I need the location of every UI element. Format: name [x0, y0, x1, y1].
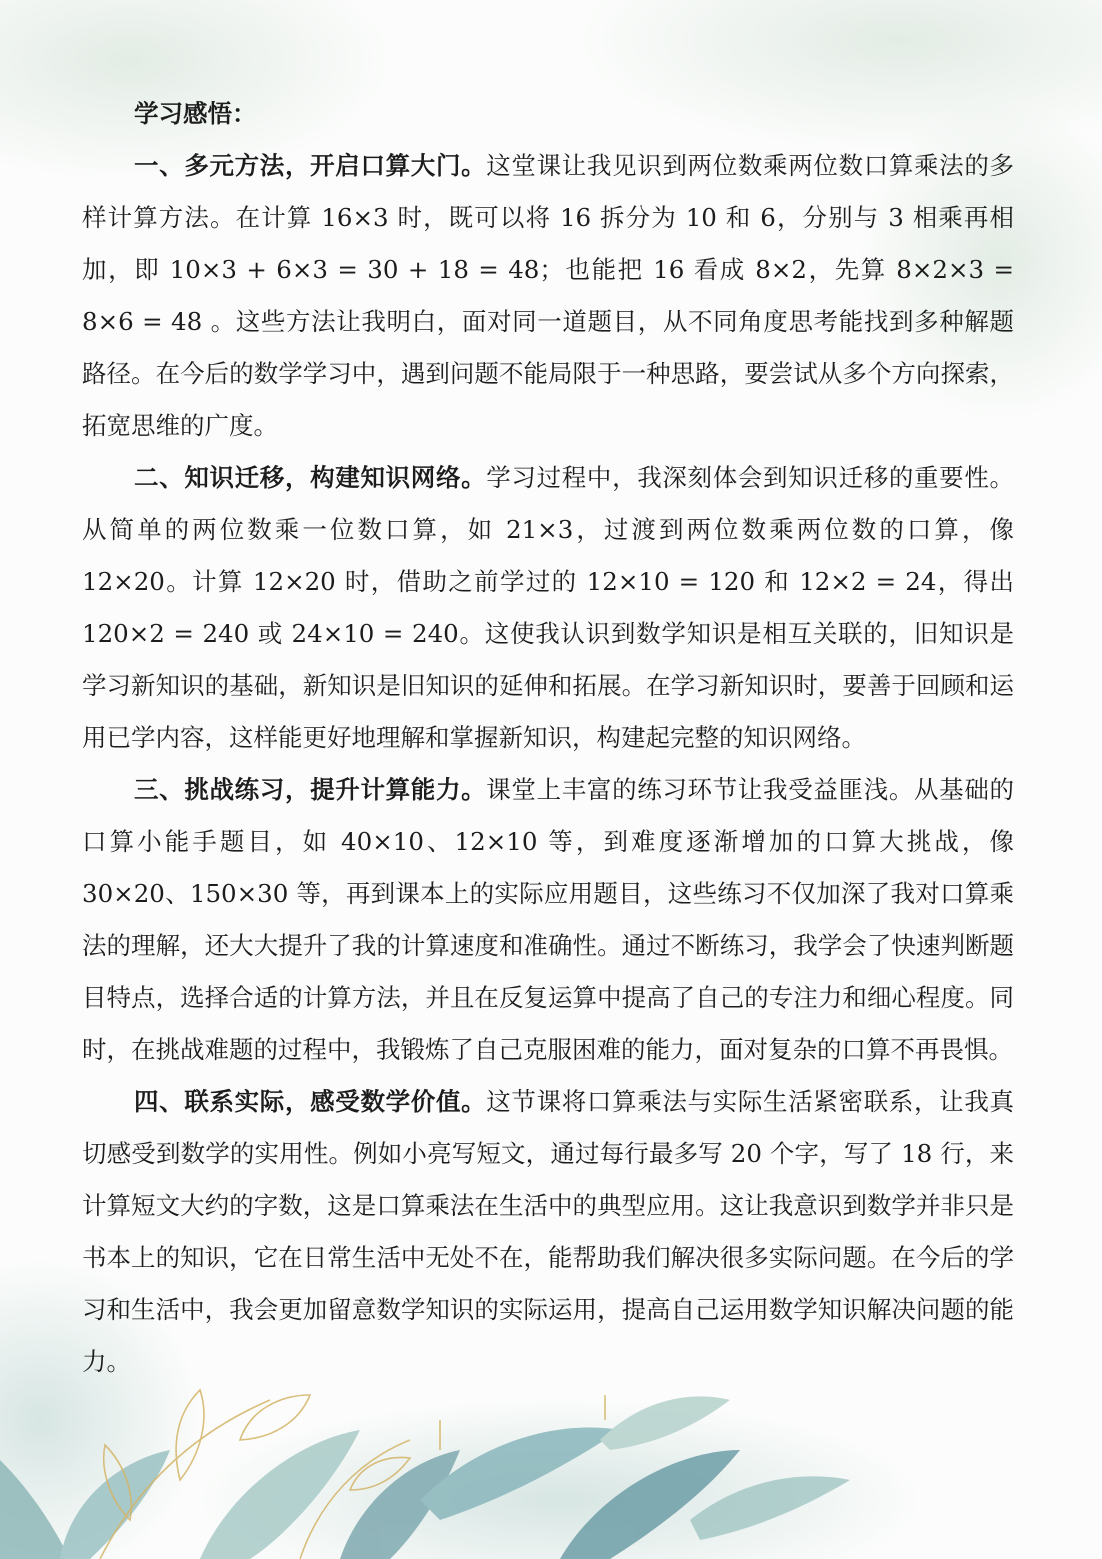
paragraph-text: 课堂上丰富的练习环节让我受益匪浅。从基础的口算小能手题目，如 40×10、12×10 等，到难度逐渐增加的口算大挑战，像 30×20、150×30 等，再到课本上的实际应用题目，这些练习不仅加深了我对口算乘法的理解，还大大提升了我的计算速度和准确性。通过不断练习，我学会了快速判断题目特点，选择合适的计算方法，并且在反复运算中提高了自己的专注力和细心程度。同时，在挑战难题的过程中，我锻炼了自己克服困难的能力，面对复杂的口算不再畏惧。	[82, 775, 1014, 1064]
paragraph-lead: 一、多元方法，开启口算大门。	[134, 151, 487, 180]
paragraph-text: 这节课将口算乘法与实际生活紧密联系，让我真切感受到数学的实用性。例如小亮写短文，通过每行最多写 20 个字，写了 18 行，来计算短文大约的字数，这是口算乘法在生活中的典型应用。这让我意识到数学并非只是书本上的知识，它在日常生活中无处不在，能帮助我们解决很多实际问题。在今后的学习和生活中，我会更加留意数学知识的实际运用，提高自己运用数学知识解决问题的能力。	[82, 1087, 1014, 1376]
paragraph-lead: 二、知识迁移，构建知识网络。	[134, 463, 487, 492]
document-body	[82, 88, 1014, 1388]
paragraph-text: 这堂课让我见识到两位数乘两位数口算乘法的多样计算方法。在计算 16×3 时，既可以将 16 拆分为 10 和 6，分别与 3 相乘再相加，即 10×3 + 6×3 = 30 + 18 = 48；也能把 16 看成 8×2，先算 8×2×3 = 8×6 = 48 。这些方法让我明白，面对同一道题目，从不同角度思考能找到多种解题路径。在今后的数学学习中，遇到问题不能局限于一种思路，要尝试从多个方向探索，拓宽思维的广度。	[82, 151, 1014, 440]
paragraph-3	[82, 764, 1014, 1076]
paragraph-lead: 四、联系实际，感受数学价值。	[134, 1087, 487, 1116]
paragraph-text: 学习过程中，我深刻体会到知识迁移的重要性。从简单的两位数乘一位数口算，如 21×3，过渡到两位数乘两位数的口算，像 12×20。计算 12×20 时，借助之前学过的 12×10 = 120 和 12×2 = 24，得出 120×2 = 240 或 24×10 = 240。这使我认识到数学知识是相互关联的，旧知识是学习新知识的基础，新知识是旧知识的延伸和拓展。在学习新知识时，要善于回顾和运用已学内容，这样能更好地理解和掌握新知识，构建起完整的知识网络。	[82, 463, 1014, 752]
paragraph-2	[82, 452, 1014, 764]
paragraph-4	[82, 1076, 1014, 1388]
paragraph-1	[82, 140, 1014, 452]
paragraph-lead: 三、挑战练习，提升计算能力。	[134, 775, 487, 804]
document-heading: 学习感悟：	[134, 99, 257, 128]
